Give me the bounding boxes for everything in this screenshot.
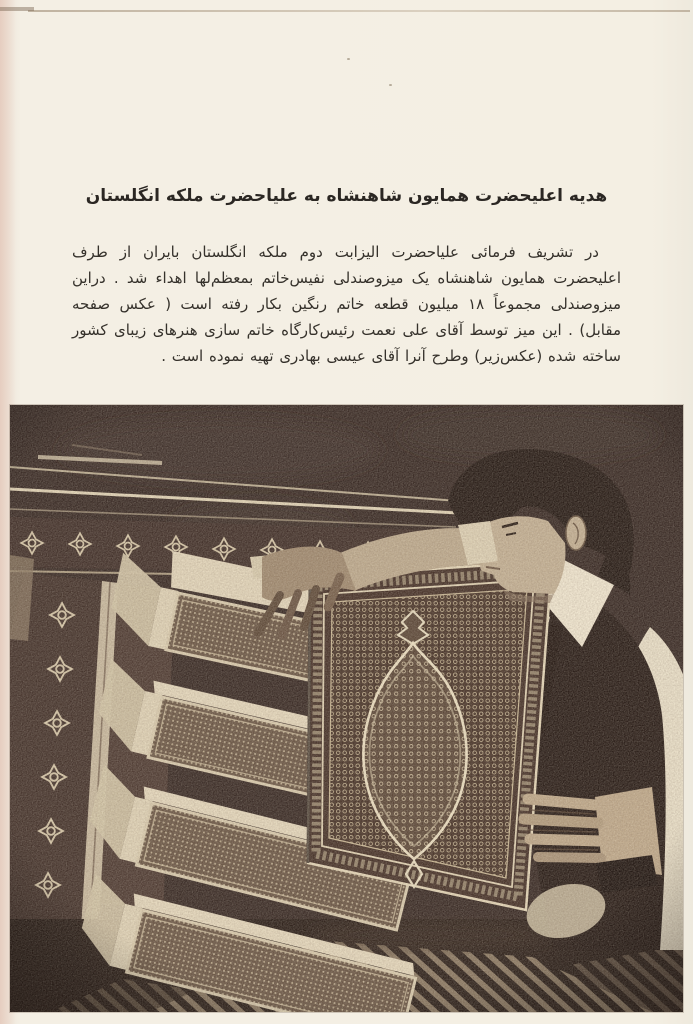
scan-artifact-corner bbox=[0, 7, 34, 11]
body-paragraph: در تشریف فرمائی علیاحضرت الیزابت دوم ملکه انگلستان بایران از طرف اعلیحضرت همایون شاهنشاه یک میزوصندلی نفیس‌خاتم بمعظم‌لها اهداء شد . دراین میزوصندلی مجموعاً ۱۸ میلیون قطعه خاتم رنگین بکار رفته است ( عکس صفحه مقابل) . این میز توسط آقای علی نعمت رئیس‌کارگاه خاتم سازی هنرهای زیبای کشور ساخته شده (عکس‌زیر) وطرح آنرا آقای عیسی بهادری تهیه نموده است . bbox=[72, 243, 621, 365]
page-title: هدیه اعلیحضرت همایون شاهنشاه به علیاحضرت ملکه انگلستان bbox=[85, 186, 608, 206]
paper-speck bbox=[389, 84, 392, 86]
scan-artifact-line bbox=[28, 10, 690, 12]
photo-khatam-desk bbox=[10, 405, 683, 1012]
paper-speck bbox=[347, 58, 350, 60]
vignette bbox=[10, 405, 683, 1012]
photo-illustration bbox=[10, 405, 683, 1012]
